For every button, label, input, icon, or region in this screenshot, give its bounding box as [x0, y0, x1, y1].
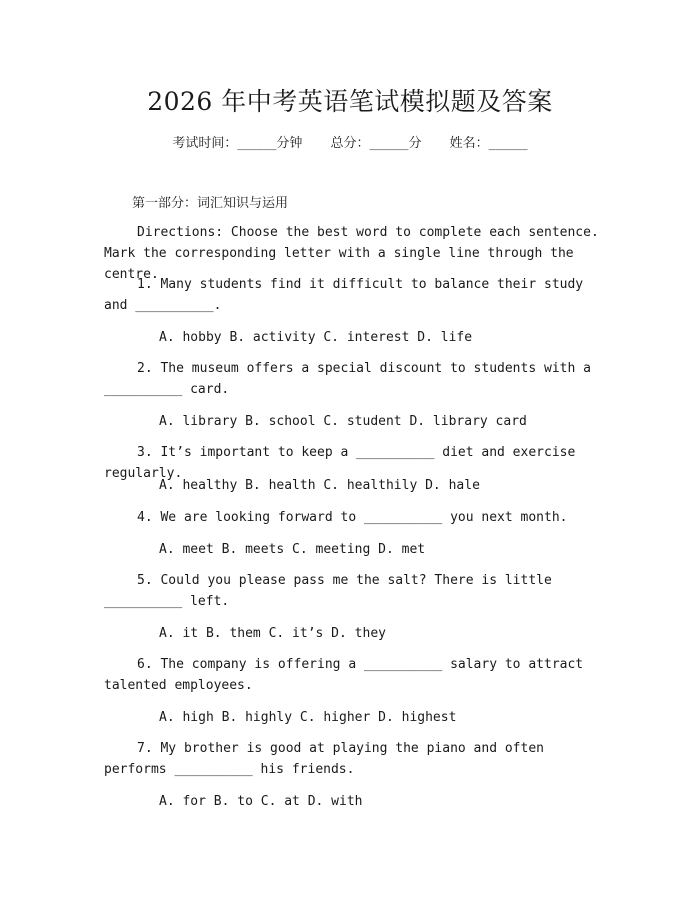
page-title: 2026 年中考英语笔试模拟题及答案 [147, 87, 553, 116]
total-score-field: 总分：______分 [330, 136, 422, 151]
student-name-field: 姓名：______ [449, 136, 528, 151]
directions-text: Directions: Choose the best word to complete each sentence. Mark the corresponding letter with a single line through the centre. [104, 225, 599, 282]
question-2: 2. The museum offers a special discount to students with a __________ card. [104, 361, 591, 397]
question-7: 7. My brother is good at playing the piano and often performs __________ his friends. [104, 741, 544, 777]
options-2: A. library B. school C. student D. library card [159, 414, 527, 429]
options-7: A. for B. to C. at D. with [159, 794, 363, 809]
options-4: A. meet B. meets C. meeting D. met [159, 542, 426, 557]
section-heading: 第一部分：词汇知识与运用 [132, 196, 289, 211]
question-4: 4. We are looking forward to __________ you next month. [137, 510, 568, 525]
options-6: A. high B. highly C. higher D. highest [159, 710, 457, 725]
question-3: 3. It’s important to keep a __________ diet and exercise regularly. [104, 445, 576, 481]
options-1: A. hobby B. activity C. interest D. life [159, 330, 473, 345]
exam-time-field: 考试时间：______分钟 [172, 136, 303, 151]
options-5: A. it B. them C. it’s D. they [159, 626, 386, 641]
question-1: 1. Many students find it difficult to balance their study and __________. [104, 277, 584, 313]
exam-meta [0, 132, 700, 151]
question-6: 6. The company is offering a __________ salary to attract talented employees. [104, 657, 584, 693]
options-3: A. healthy B. health C. healthily D. hale [159, 478, 480, 493]
question-5: 5. Could you please pass me the salt? There is little __________ left. [104, 573, 552, 609]
